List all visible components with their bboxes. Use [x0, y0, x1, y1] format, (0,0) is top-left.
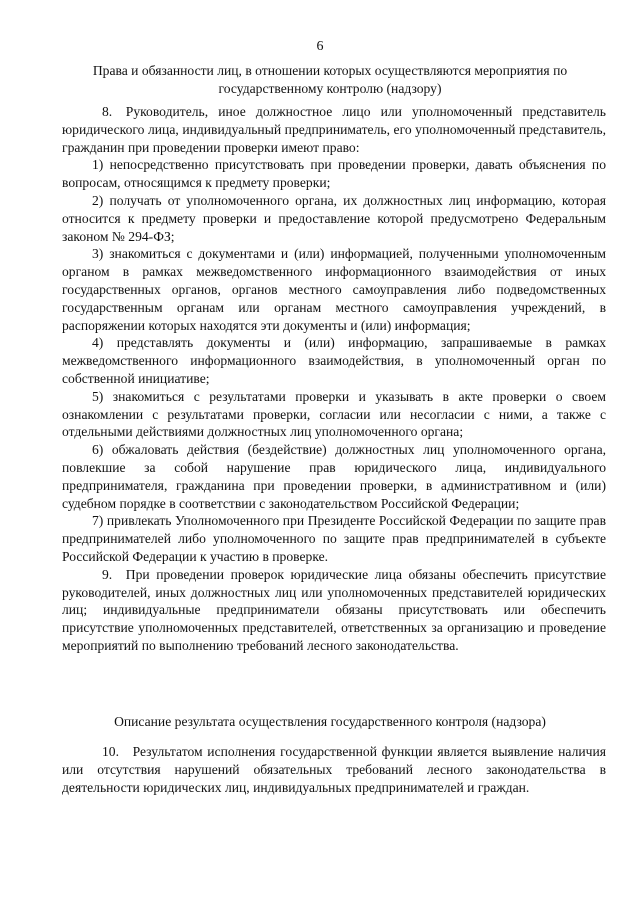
section-heading-result: Описание результата осуществления государственного контроля (надзора)	[114, 714, 546, 729]
paragraph-8: 8. Руководитель, иное должностное лицо или уполномоченный представитель юридического лица, индивидуальный предприниматель, его уполномоченный представитель, гражданин при проведении проверки имеют право:	[62, 104, 606, 155]
paragraph-8-item-4: 4) представлять документы и (или) информацию, запрашиваемые в рамках межведомственного информационного взаимодействия, в уполномоченный орган по собственной инициативе;	[62, 335, 606, 386]
section-body-rights	[62, 103, 606, 655]
paragraph-8-item-1: 1) непосредственно присутствовать при проведении проверки, давать объяснения по вопросам, относящимся к предмету проверки;	[62, 157, 606, 191]
paragraph-8-item-2: 2) получать от уполномоченного органа, их должностных лиц информацию, которая относится к предмету проверки и предоставление которой предусмотрено Федеральным законом № 294-ФЗ;	[62, 192, 606, 244]
paragraph-9: 9. При проведении проверок юридические лица обязаны обеспечить присутствие руководителей, иных должностных лиц или уполномоченных представителей юридических лиц; индивидуальные предприниматели обязаны присутствовать или обеспечить присутствие уполномоченных представителей, ответственных за организацию и проведение мероприятий по выполнению требований лесного законодательства.	[62, 566, 606, 653]
paragraph-10: 10. Результатом исполнения государственной функции является выявление наличия или отсутствия нарушений обязательных требований лесного законодательства в деятельности юридических лиц, индивидуальных предпринимателей и граждан.	[62, 744, 606, 795]
section-body-result	[62, 743, 606, 796]
section-heading-rights: Права и обязанности лиц, в отношении которых осуществляются мероприятия по государственному контролю (надзору)	[92, 63, 568, 96]
paragraph-8-item-7: 7) привлекать Уполномоченного при Президенте Российской Федерации по защите прав предпринимателей либо уполномоченного по защите прав предпринимателей в субъекте Российской Федерации к участию в проверке.	[62, 513, 606, 564]
paragraph-8-item-6: 6) обжаловать действия (бездействие) должностных лиц уполномоченного органа, повлекшие за собой нарушение прав юридического лица, индивидуального предпринимателя, гражданина при проведении проверки, в административном и (или) судебном порядке в соответствии с законодательством Российской Федерации;	[62, 442, 606, 511]
paragraph-8-item-5: 5) знакомиться с результатами проверки и указывать в акте проверки о своем ознакомлении с результатами проверки, согласии или несогласии с ними, а также с отдельными действиями должностных лиц уполномоченного органа;	[62, 388, 606, 440]
page-number: 6	[316, 39, 324, 54]
paragraph-8-item-3: 3) знакомиться с документами и (или) информацией, полученными уполномоченным органом в рамках межведомственного информационного взаимодействия от иных государственных органов, органов местного самоуправления либо подведомственных государственным органам или органам местного самоуправления учреждений, в распоряжении которых находятся эти документы и (или) информация;	[62, 246, 606, 333]
